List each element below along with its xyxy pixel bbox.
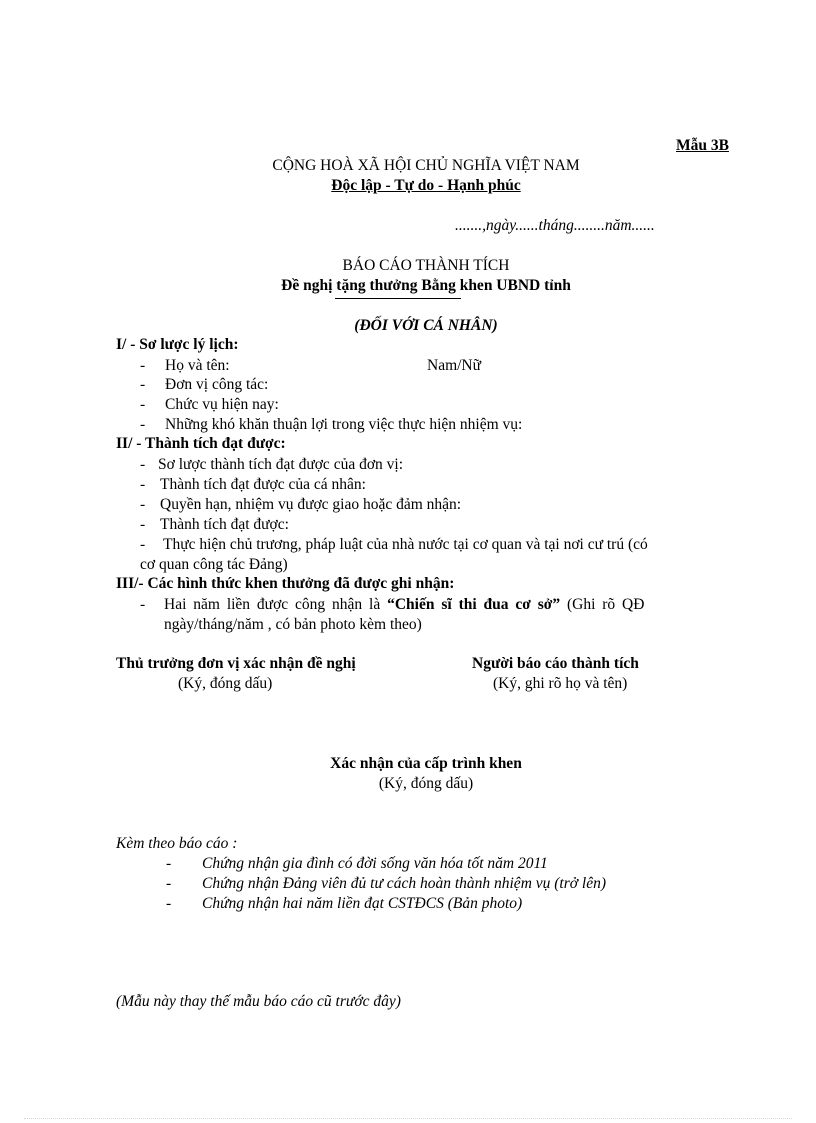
section3-heading: III/- Các hình thức khen thưởng đã được ghi nhận:: [116, 575, 455, 592]
report-subtitle: Đề nghị tặng thưởng Bằng khen UBND tỉnh: [281, 277, 571, 294]
policy-compliance-line2: cơ quan công tác Đảng): [140, 556, 288, 573]
bullet-dash: -: [140, 596, 146, 613]
award-line2: ngày/tháng/năm , có bản photo kèm theo): [164, 616, 422, 633]
report-scope: (ĐỐI VỚI CÁ NHÂN): [354, 317, 498, 334]
section1-heading: I/ - Sơ lược lý lịch:: [116, 336, 239, 353]
unit-head-title: Thủ trưởng đơn vị xác nhận đề nghị: [116, 655, 356, 672]
award-title: “Chiến sĩ thi đua cơ sở”: [387, 596, 561, 613]
form-code: Mẫu 3B: [676, 137, 729, 154]
bullet-dash: -: [140, 456, 146, 473]
subtitle-underline: [335, 298, 461, 299]
field-difficulties: Những khó khăn thuận lợi trong việc thực hiện nhiệm vụ:: [165, 416, 523, 433]
achievement-individual: Thành tích đạt được của cá nhân:: [160, 476, 366, 493]
field-gender: Nam/Nữ: [427, 357, 482, 374]
bullet-dash: -: [166, 875, 172, 892]
policy-compliance-line1: Thực hiện chủ trương, pháp luật của nhà nước tại cơ quan và tại nơi cư trú (có: [163, 536, 648, 553]
report-title: BÁO CÁO THÀNH TÍCH: [342, 257, 510, 274]
unit-head-note: (Ký, đóng dấu): [178, 675, 273, 692]
reporter-title: Người báo cáo thành tích: [472, 655, 639, 672]
bullet-dash: -: [166, 895, 172, 912]
reporter-note: (Ký, ghi rõ họ và tên): [493, 675, 628, 692]
attachment-item: Chứng nhận hai năm liền đạt CSTĐCS (Bản photo): [202, 895, 523, 912]
bullet-dash: -: [140, 476, 146, 493]
page-bottom-edge: [24, 1118, 792, 1119]
achievement-obtained: Thành tích đạt được:: [160, 516, 289, 533]
attachment-item: Chứng nhận gia đình có đời sống văn hóa tốt năm 2011: [202, 855, 548, 872]
footer-note: (Mẫu này thay thế mẫu báo cáo cũ trước đây): [116, 993, 401, 1010]
award-suffix: (Ghi rõ QĐ: [566, 596, 645, 613]
achievement-unit: Sơ lược thành tích đạt được của đơn vị:: [158, 456, 404, 473]
attachment-item: Chứng nhận Đảng viên đủ tư cách hoàn thành nhiệm vụ (trở lên): [202, 875, 607, 892]
approver-note: (Ký, đóng dấu): [378, 775, 474, 792]
bullet-dash: -: [140, 396, 146, 413]
date-line: .......,ngày......tháng........năm......: [455, 217, 655, 234]
bullet-dash: -: [140, 416, 146, 433]
bullet-dash: -: [166, 855, 172, 872]
award-line1: [164, 596, 644, 614]
bullet-dash: -: [140, 536, 146, 553]
bullet-dash: -: [140, 357, 146, 374]
field-workplace: Đơn vị công tác:: [165, 376, 269, 393]
award-prefix: Hai năm liền được công nhận là: [164, 596, 381, 613]
country-heading: CỘNG HOÀ XÃ HỘI CHỦ NGHĨA VIỆT NAM: [272, 157, 580, 174]
approver-title: Xác nhận của cấp trình khen: [330, 755, 522, 772]
field-position: Chức vụ hiện nay:: [165, 396, 279, 413]
authority-duties: Quyền hạn, nhiệm vụ được giao hoặc đảm nhận:: [160, 496, 462, 513]
field-full-name: Họ và tên:: [165, 357, 230, 374]
bullet-dash: -: [140, 496, 146, 513]
motto: Độc lập - Tự do - Hạnh phúc: [331, 177, 521, 194]
section2-heading: II/ - Thành tích đạt được:: [116, 435, 286, 452]
attachments-heading: Kèm theo báo cáo :: [116, 835, 238, 852]
bullet-dash: -: [140, 516, 146, 533]
bullet-dash: -: [140, 376, 146, 393]
